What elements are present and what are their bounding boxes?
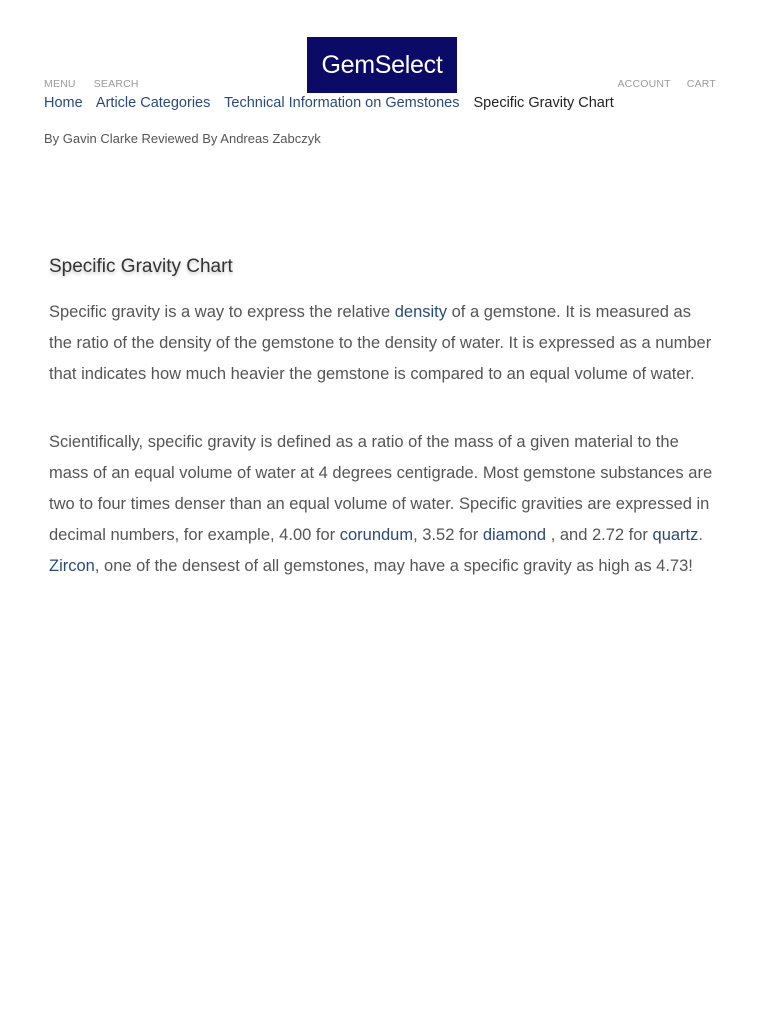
cart-link[interactable]: CART: [686, 78, 716, 90]
breadcrumb-article-categories[interactable]: Article Categories: [95, 95, 211, 111]
page-title: Specific Gravity Chart: [49, 256, 233, 277]
site-logo[interactable]: GemSelect: [307, 37, 457, 93]
density-link[interactable]: density: [394, 303, 448, 321]
quartz-link[interactable]: quartz: [652, 526, 699, 544]
menu-link[interactable]: MENU: [44, 78, 76, 90]
top-nav-right: [617, 78, 716, 90]
p2-text-after: , one of the densest of all gemstones, may have a specific gravity as high as 4.73!: [94, 557, 693, 575]
zircon-link[interactable]: Zircon: [49, 557, 95, 575]
article-content: [49, 297, 717, 619]
corundum-link[interactable]: corundum: [339, 526, 414, 544]
p2-text-before: Scientifically, specific gravity is defined as a ratio of the mass of a given material to the mass of an equal volume of water at 4 degrees centigrade. Most gemstone substances are two to four times denser than an equal volume of water. Specific gravities are expressed in decimal numbers, for example, 4.00 for: [49, 433, 713, 544]
p1-text-after: of a gemstone. It is measured as the ratio of the density of the gemstone to the density of water. It is expressed as a number that indicates how much heavier the gemstone is compared to an equal volume of water.: [49, 303, 712, 383]
paragraph-intro: [49, 297, 717, 390]
breadcrumb-current: Specific Gravity Chart: [473, 95, 614, 111]
search-link[interactable]: SEARCH: [93, 78, 139, 90]
p1-text-before: Specific gravity is a way to express the relative: [49, 303, 395, 321]
p2-text-mid2: , and 2.72 for: [546, 526, 653, 544]
p2-text-mid3: .: [698, 526, 703, 544]
breadcrumb-technical-information[interactable]: Technical Information on Gemstones: [224, 95, 460, 111]
breadcrumb: [44, 95, 614, 111]
diamond-link[interactable]: diamond: [482, 526, 547, 544]
byline: By Gavin Clarke Reviewed By Andreas Zabczyk: [44, 131, 321, 146]
p2-text-mid1: , 3.52 for: [413, 526, 483, 544]
paragraph-definition: [49, 427, 717, 582]
account-link[interactable]: ACCOUNT: [617, 78, 671, 90]
breadcrumb-home[interactable]: Home: [44, 95, 83, 111]
top-nav-left: [44, 78, 139, 90]
